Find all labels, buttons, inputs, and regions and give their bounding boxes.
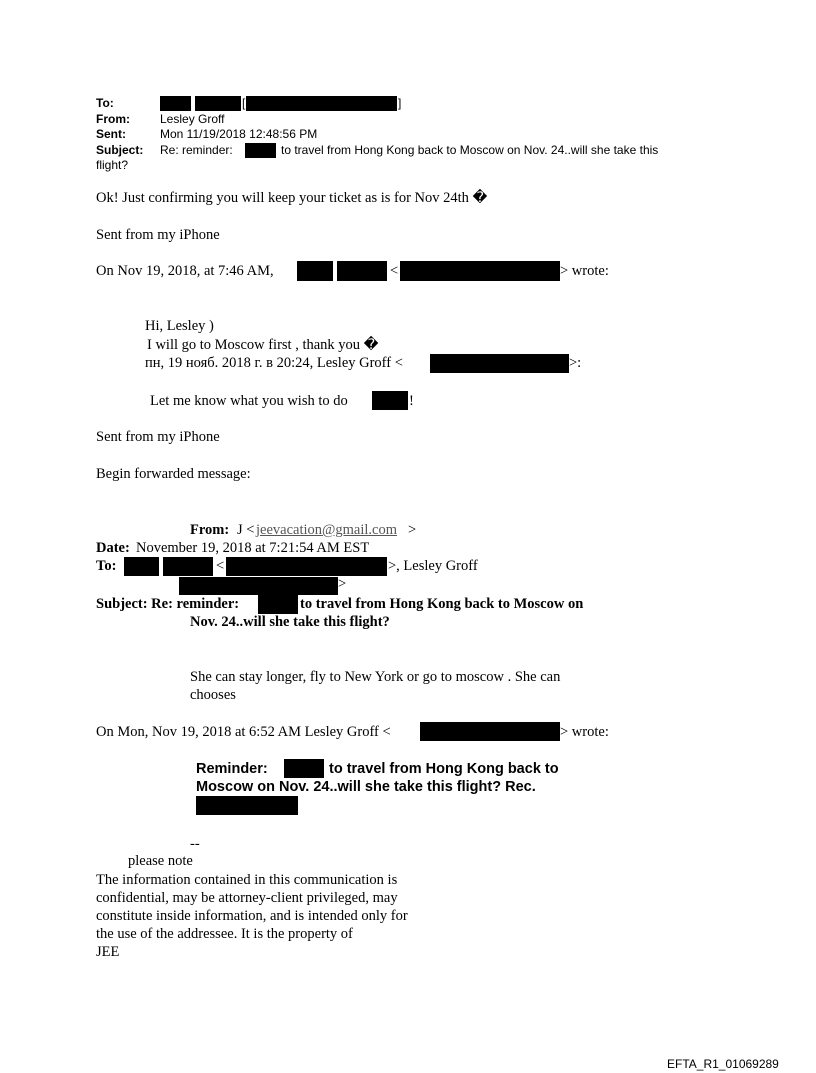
disclaimer-line: JEE (96, 944, 120, 960)
let-me-know: Let me know what you wish to do (150, 393, 348, 409)
reply-russian-suffix: >: (569, 355, 582, 371)
redaction-block (284, 759, 324, 778)
redaction-block (245, 143, 276, 158)
redaction-block (160, 96, 191, 111)
disclaimer-line: constitute inside information, and is intended only for (96, 908, 408, 924)
redaction-block (258, 595, 298, 614)
reply-russian-header: пн, 19 нояб. 2018 г. в 20:24, Lesley Groff < (145, 355, 403, 371)
disclaimer-line: The information contained in this communication is (96, 872, 398, 888)
please-note: please note (128, 853, 193, 869)
fwd-subject-wrap: Nov. 24..will she take this flight? (190, 614, 390, 630)
from-label: From: (96, 112, 130, 126)
redaction-block (372, 391, 408, 410)
document-id: EFTA_R1_01069289 (667, 1057, 779, 1071)
subject-prefix: Re: reminder: (160, 143, 233, 157)
redaction-block (246, 96, 397, 111)
fwd-body-line: chooses (190, 687, 236, 703)
sent-from-iphone: Sent from my iPhone (96, 429, 220, 445)
reminder-label: Reminder: (196, 761, 268, 777)
quote-lt: < (390, 263, 399, 279)
redaction-block (179, 577, 338, 595)
from-value: Lesley Groff (160, 112, 225, 126)
fwd-from-label: From: (190, 522, 230, 538)
fwd-from-close: > (408, 522, 417, 538)
quote-wrote: > wrote: (560, 263, 609, 279)
to-label: To: (96, 96, 114, 110)
fwd-body-line: She can stay longer, fly to New York or go to moscow . She can (190, 669, 561, 685)
signature-dashes: -- (190, 836, 200, 852)
to-bracket-open: [ (242, 96, 246, 110)
to-bracket-close: ] (398, 96, 402, 110)
quote-wrote: > wrote: (560, 724, 609, 740)
fwd-to-close: > (338, 576, 347, 592)
redaction-block (226, 557, 387, 576)
redaction-block (337, 261, 387, 281)
quote-header: On Mon, Nov 19, 2018 at 6:52 AM Lesley Groff < (96, 724, 391, 740)
reply-line: Hi, Lesley ) (145, 318, 214, 334)
redaction-block (163, 557, 213, 576)
fwd-to-tail: >, Lesley Groff (388, 558, 478, 574)
fwd-date-value: November 19, 2018 at 7:21:54 AM EST (136, 540, 370, 556)
fwd-from-name: J < (237, 522, 255, 538)
redaction-block (196, 796, 298, 815)
redaction-block (124, 557, 159, 576)
sent-value: Mon 11/19/2018 12:48:56 PM (160, 127, 318, 141)
redaction-block (400, 261, 560, 281)
reminder-rest: to travel from Hong Kong back to (329, 761, 559, 777)
subject-label: Subject: (96, 143, 144, 157)
reminder-line2: Moscow on Nov. 24..will she take this flight? Rec. (196, 779, 536, 795)
quote-header: On Nov 19, 2018, at 7:46 AM, (96, 263, 274, 279)
subject-rest: to travel from Hong Kong back to Moscow on Nov. 24..will she take this (281, 143, 659, 157)
disclaimer-line: the use of the addressee. It is the property of (96, 926, 353, 942)
sent-from-iphone: Sent from my iPhone (96, 227, 220, 243)
fwd-subject-label: Subject: Re: reminder: (96, 596, 240, 612)
begin-forwarded: Begin forwarded message: (96, 466, 251, 482)
disclaimer-line: confidential, may be attorney-client privileged, may (96, 890, 398, 906)
redaction-block (430, 354, 569, 373)
message-line: Ok! Just confirming you will keep your ticket as is for Nov 24th � (96, 190, 488, 206)
fwd-from-email-link[interactable]: jeevacation@gmail.com (256, 522, 397, 538)
reply-line: I will go to Moscow first , thank you � (147, 337, 379, 353)
fwd-to-label: To: (96, 558, 117, 574)
redaction-block (420, 722, 560, 741)
let-me-know-end: ! (409, 393, 414, 409)
sent-label: Sent: (96, 127, 126, 141)
fwd-to-lt: < (216, 558, 225, 574)
redaction-block (297, 261, 333, 281)
subject-wrap: flight? (96, 158, 129, 172)
fwd-date-label: Date: (96, 540, 130, 556)
fwd-subject-rest: to travel from Hong Kong back to Moscow on (300, 596, 584, 612)
redaction-block (195, 96, 241, 111)
